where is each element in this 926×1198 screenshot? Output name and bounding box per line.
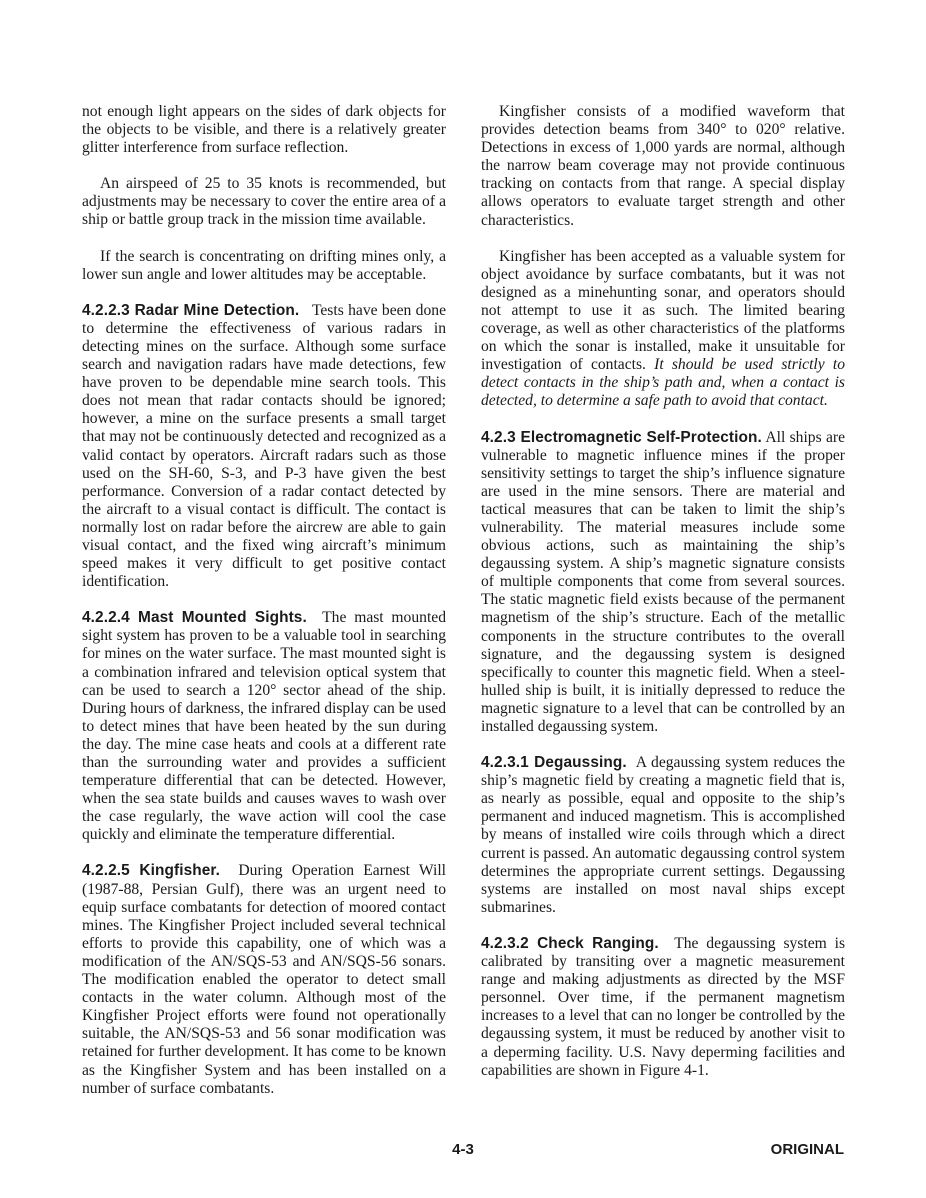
section-body: The degaussing system is calibrated by transiting over a magnetic measurement range and making adjustments as directed by the MSF personnel. Over time, if the permanent magnetism increases to a level that can no longer be controlled by the degaussing system, it must be reduced by another visit to a deperming facility. U.S. Navy deperming facilities and capabilities are shown in Figure 4-1.	[481, 934, 846, 1079]
left-column	[82, 103, 446, 1116]
paragraph	[481, 248, 845, 411]
section-heading: 4.2.2.3 Radar Mine Detection.	[82, 301, 300, 319]
page-number: 4-3	[452, 1141, 474, 1158]
paragraph: Kingfisher consists of a modified waveform that provides detection beams from 340° to 020° relative. Detections in excess of 1,000 yards are normal, although the narrow beam coverage may not provide continuous tracking on contacts from that range. A special display allows operators to evaluate target strength and other characteristics.	[481, 103, 845, 229]
section-heading: 4.2.3.1 Degaussing.	[481, 754, 627, 772]
section-heading: 4.2.3 Electromagnetic Self-Protection.	[481, 428, 762, 446]
paragraph-body: Kingfisher has been accepted as a valuable system for object avoidance by surface combatants, but it was not designed as a minehunting sonar, and operators should not attempt to use it as such. The limited bearing coverage, as well as other characteristics of the platforms on which the sonar is installed, make it unsuitable for investigation of contacts.	[481, 247, 845, 374]
section-body: During Operation Earnest Will (1987-88, Persian Gulf), there was an urgent need to equip surface combatants for detection of moored contact mines. The Kingfisher Project included several technical efforts to provide this capability, one of which was a modification of the AN/SQS-53 and AN/SQS-56 sonars. The modification enabled the operator to detect small contacts in the water column. Although most of the Kingfisher Project efforts were found not operationally suitable, the AN/SQS-53 and 56 sonar modification was retained for further development. It has come to be known as the Kingfisher System and has been installed on a number of surface combatants.	[82, 862, 446, 1097]
section-heading: 4.2.2.4 Mast Mounted Sights.	[82, 609, 307, 627]
section-electromagnetic-self-protection	[481, 429, 845, 737]
section-radar-mine-detection	[82, 302, 446, 592]
section-body: All ships are vulnerable to magnetic influence mines if the proper sensitivity settings to target the ship’s influence signature are used in the mine sensors. There are material and tactical measures that can be taken to limit the ship’s vulnerability. The material measures include some obvious actions, such as maintaining the ship’s degaussing system. A ship’s magnetic signature consists of multiple components that come from several sources. The static magnetic field exists because of the permanent magnetism of the ship’s structure. Each of the metallic components in the structure contributes to the overall signature, and the degaussing system is designed specifically to counter this magnetic field. When a steel-hulled ship is built, it is initially depressed to reduce the magnetic signature to a level that can be controlled by an installed degaussing system.	[481, 428, 845, 735]
section-heading: 4.2.3.2 Check Ranging.	[481, 934, 659, 952]
section-body: A degaussing system reduces the ship’s magnetic field by creating a magnetic field that is, as nearly as possible, equal and opposite to the ship’s permanent and induced magnetism. This is accomplished by means of installed wire coils through which a direct current is passed. An automatic degaussing control system determines the appropriate current settings. Degaussing systems are installed on most naval ships except submarines.	[481, 754, 846, 916]
section-check-ranging	[481, 935, 845, 1080]
section-body: The mast mounted sight system has proven to be a valuable tool in searching for mines on the water surface. The mast mounted sight is a combination infrared and television optical system that can be used to search a 120° sector ahead of the ship. During hours of darkness, the infrared display can be used to detect mines that have been heated by the sun during the day. The mine case heats and cools at a different rate than the surrounding water and provides a sufficient temperature differential that can be detected. However, when the sea state builds and causes waves to wash over the case regularly, the wave action will cool the case quickly and eliminate the temperature differential.	[82, 609, 446, 844]
paragraph: not enough light appears on the sides of dark objects for the objects to be visible, and there is a relatively greater glitter interference from surface reflection.	[82, 103, 446, 157]
paragraph: An airspeed of 25 to 35 knots is recommended, but adjustments may be necessary to cover the entire area of a ship or battle group track in the mission time available.	[82, 175, 446, 229]
section-mast-mounted-sights	[82, 609, 446, 844]
section-degaussing	[481, 754, 845, 917]
paragraph: If the search is concentrating on drifting mines only, a lower sun angle and lower altitudes may be acceptable.	[82, 247, 446, 283]
italic-emphasis: It should be used strictly to detect contacts in the ship’s path and, when a contact is detected, to determine a safe path to avoid that contact.	[481, 356, 845, 410]
section-kingfisher	[82, 862, 446, 1097]
right-column	[481, 103, 845, 1098]
section-body: Tests have been done to determine the effectiveness of various radars in detecting mines on the surface. Although some surface search and navigation radars have made detections, few have proven to be dependable mine search tools. This does not mean that radar contacts should be ignored; however, a mine on the surface presents a small target that may not be continuously detected and recognized as a valid contact by operators. Aircraft radars such as those used on the SH-60, S-3, and P-3 have given the best performance. Conversion of a radar contact detected by the aircraft to a visual contact is difficult. The contact is normally lost on radar before the aircrew are able to gain visual contact, and the fixed wing aircraft’s minimum speed makes it very difficult to get positive contact identification.	[82, 301, 446, 591]
section-heading: 4.2.2.5 Kingfisher.	[82, 862, 221, 880]
edition-label: ORIGINAL	[770, 1141, 844, 1158]
